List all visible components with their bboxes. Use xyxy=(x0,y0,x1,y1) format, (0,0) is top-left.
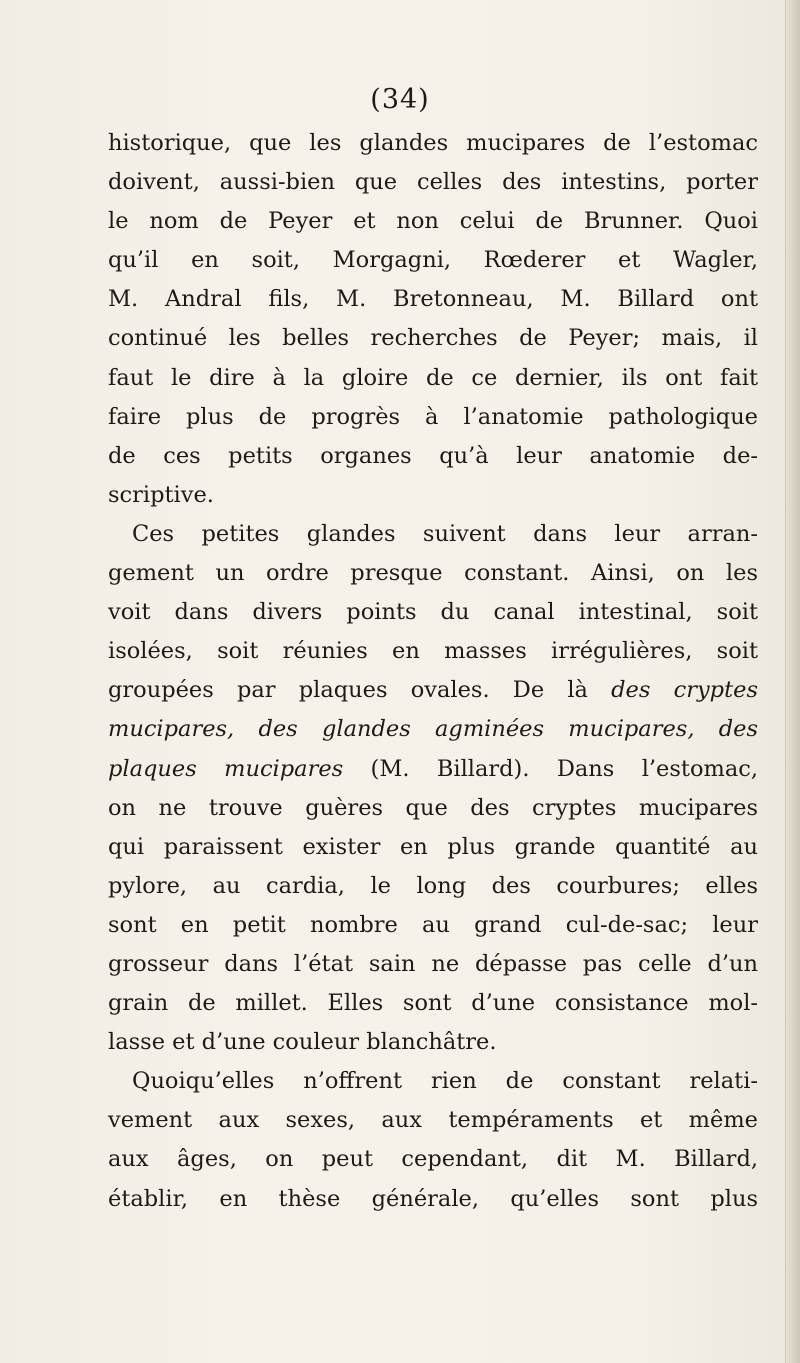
text-line: le nom de Peyer et non celui de Brunner. Quoi xyxy=(108,208,758,235)
text-line: qu’il en soit, Morgagni, Rœderer et Wagler, xyxy=(108,247,758,274)
text-line: établir, en thèse générale, qu’elles sont plus xyxy=(108,1185,758,1212)
text-line: qui paraissent exister en plus grande quantité au xyxy=(108,833,758,860)
text-line: scriptive. xyxy=(108,481,214,508)
text-line: doivent, aussi-bien que celles des intestins, porter xyxy=(108,169,758,196)
text-line: gement un ordre presque constant. Ainsi, on les xyxy=(108,560,758,587)
text-line xyxy=(108,750,758,789)
text-line xyxy=(108,671,758,710)
text-line: vement aux sexes, aux tempéraments et même xyxy=(108,1107,758,1134)
page-edge xyxy=(785,0,800,1363)
italic-term: mucipares, des glandes agminées mucipares, des xyxy=(108,716,758,743)
text-segment: (M. Billard). Dans l’estomac, xyxy=(343,755,758,782)
text-line: de ces petits organes qu’à leur anatomie de- xyxy=(108,442,758,469)
text-line: lasse et d’une couleur blanchâtre. xyxy=(108,1029,497,1056)
page-number: (34) xyxy=(370,84,430,115)
text-line: grosseur dans l’état sain ne dépasse pas celle d’un xyxy=(108,950,758,977)
text-line: faut le dire à la gloire de ce dernier, ils ont fait xyxy=(108,364,758,391)
body-text xyxy=(108,124,758,1219)
text-line: sont en petit nombre au grand cul-de-sac; leur xyxy=(108,911,758,938)
text-segment: groupées par plaques ovales. De là xyxy=(108,677,612,704)
text-line: voit dans divers points du canal intestinal, soit xyxy=(108,599,758,626)
text-line xyxy=(108,710,758,749)
text-line: pylore, au cardia, le long des courbures; elles xyxy=(108,872,758,899)
paragraph-start-line: Ces petites glandes suivent dans leur arran- xyxy=(132,520,758,547)
text-line: aux âges, on peut cependant, dit M. Billard, xyxy=(108,1146,758,1173)
paragraph-start-line: Quoiqu’elles n’offrent rien de constant relati- xyxy=(132,1068,758,1095)
text-line: M. Andral fils, M. Bretonneau, M. Billard ont xyxy=(108,286,758,313)
text-line: on ne trouve guères que des cryptes mucipares xyxy=(108,794,758,821)
text-line: isolées, soit réunies en masses irrégulières, soit xyxy=(108,638,758,665)
italic-term: plaques mucipares xyxy=(108,755,344,782)
text-line: historique, que les glandes mucipares de l’estomac xyxy=(108,130,758,156)
text-line: faire plus de progrès à l’anatomie pathologique xyxy=(108,403,758,430)
italic-term: des cryptes xyxy=(611,677,758,704)
text-line: grain de millet. Elles sont d’une consistance mol- xyxy=(108,990,758,1017)
text-line: continué les belles recherches de Peyer; mais, il xyxy=(108,325,758,352)
